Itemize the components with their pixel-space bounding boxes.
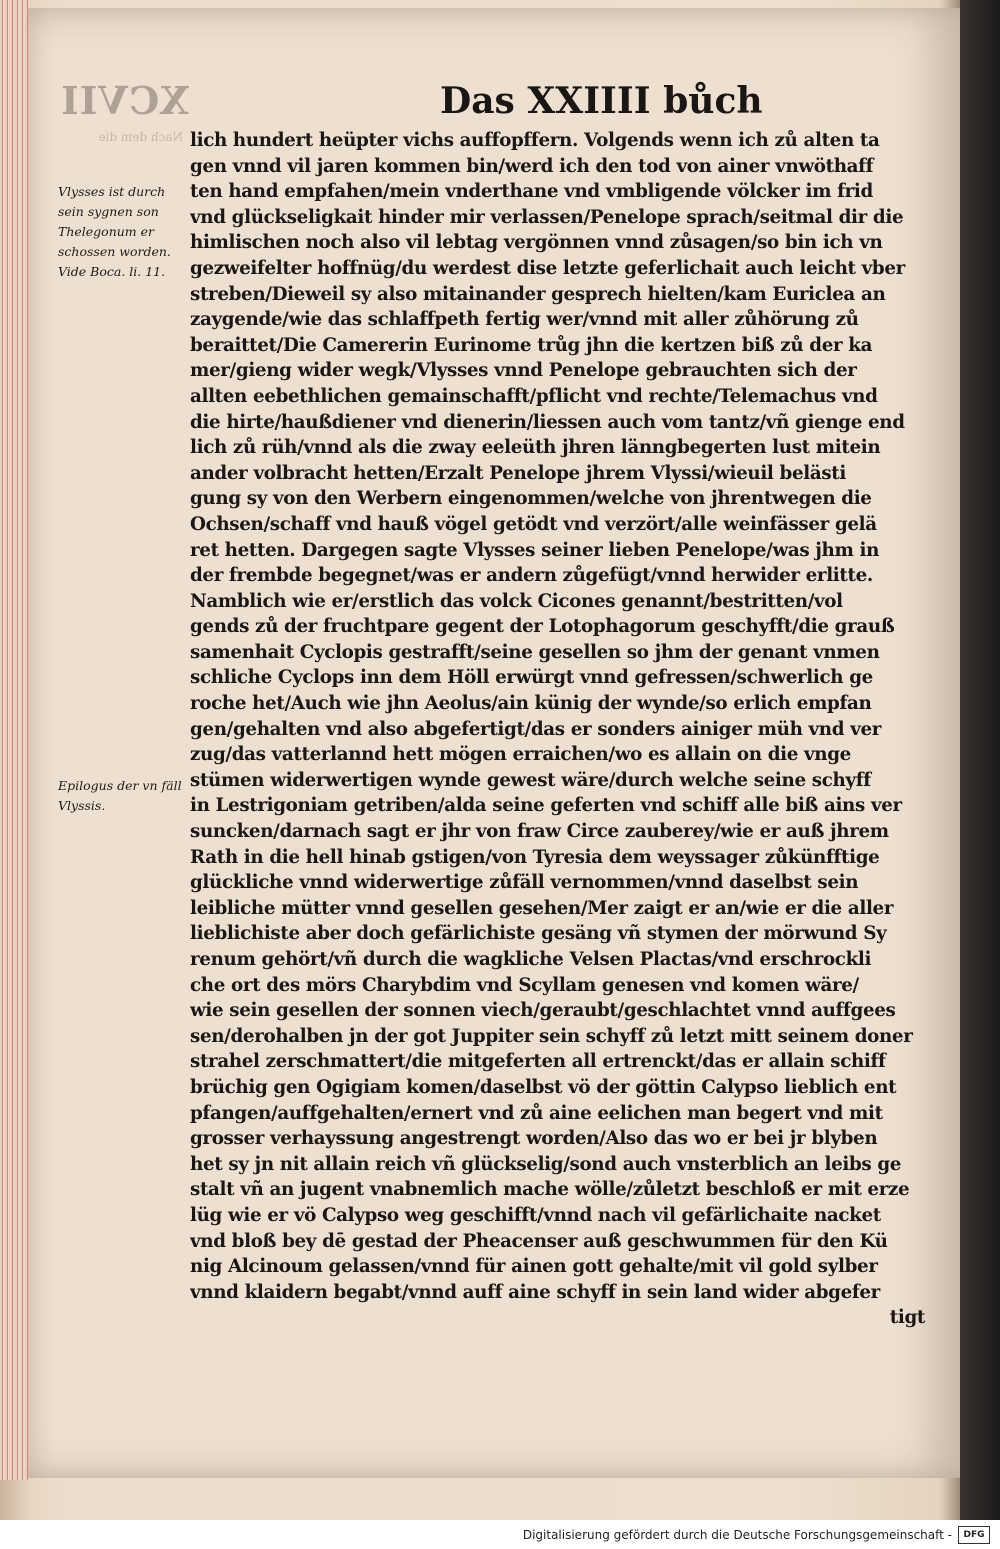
text-line: stümen widerwertigen wynde gewest wäre/durch welche seine schyff — [190, 769, 871, 791]
text-line: in Lestrigoniam getriben/alda seine geferten vnd schiff alle biß ains ver — [190, 795, 902, 817]
text-line: suncken/darnach sagt er jhr von fraw Circe zauberey/wie er auß jhrem — [190, 821, 889, 843]
text-line: ret hetten. Dargegen sagte Vlysses seiner lieben Penelope/was jhm in — [190, 539, 880, 561]
text-line: leibliche mütter vnnd gesellen gesehen/Mer zaigt er an/wie er die aller — [190, 897, 894, 919]
text-line: roche het/Auch wie jhn Aeolus/ain künig der wynde/so erlich empfan — [190, 693, 872, 715]
text-line: mer/gieng wider wegk/Vlysses vnnd Penelope gebrauchten sich der — [190, 360, 857, 382]
margin-note-vlysses: Vlysses ist durch sein sygnen son Thelegonum er schossen worden. Vide Boca. li. 11. — [58, 184, 171, 279]
text-line: brüchig gen Ogigiam komen/daselbst vö der göttin Calypso lieblich ent — [190, 1076, 897, 1098]
text-line: gen vnnd vil jaren kommen bin/werd ich den tod von ainer vnwöthaff — [190, 155, 874, 177]
text-line: streben/Dieweil sy also mitainander gesprech hielten/kam Euriclea an — [190, 283, 886, 305]
text-line: gung sy von den Werbern eingenommen/welche von jhrentwegen die — [190, 488, 872, 510]
text-line: lich zů rüh/vnnd als die zway eeleüth jhren länngbegerten lust mitein — [190, 437, 881, 459]
text-line: ander volbracht hetten/Erzalt Penelope jhrem Vlyssi/wieuil belästi — [190, 462, 846, 484]
text-line: schliche Cyclops inn dem Höll erwürgt vnnd gefressen/schwerlich ge — [190, 667, 873, 689]
text-line: che ort des mörs Charybdim vnd Scyllam genesen vnd komen wäre/ — [190, 974, 859, 996]
text-line: himlischen noch also vil lebtag vergönnen vnnd zůsagen/so bin ich vn — [190, 232, 883, 254]
page-title: Das XXIIII bůch — [440, 80, 763, 122]
text-line: die hirte/haußdiener vnd dienerin/liessen auch vom tantz/vñ gienge end — [190, 411, 905, 433]
text-line: tigt — [889, 1307, 925, 1329]
book-gutter-shadow — [960, 0, 1000, 1520]
text-line: gezweifelter hoffnüg/du werdest dise letzte geferlichait auch leicht vber — [190, 257, 905, 279]
margin-note-epilogus: Epilogus der vn fäll Vlyssis. — [58, 778, 182, 813]
text-line: gen/gehalten vnd also abgefertigt/das er sonders ainiger müh vnd ver — [190, 718, 882, 740]
text-line: Ochsen/schaff vnd hauß vögel getödt vnd verzört/alle weinfässer gelä — [190, 513, 877, 535]
text-line: zug/das vatterlannd hett mögen erraichen/wo es allain on die vnge — [190, 744, 851, 766]
text-line: Rath in die hell hinab gstigen/von Tyresia dem weyssager zůkünfftige — [190, 846, 880, 868]
text-line: glückliche vnnd widerwertige zůfäll vernommen/vnnd daselbst sein — [190, 872, 859, 894]
footer-credit: Digitalisierung gefördert durch die Deutsche Forschungsgemeinschaft - — [522, 1527, 952, 1542]
text-line: vnd bloß bey dē gestad der Pheacenser auß geschwummen für den Kü — [190, 1230, 888, 1252]
text-line: zaygende/wie das schlaffpeth fertig wer/vnnd mit aller zůhörung zů — [190, 309, 859, 331]
ghost-show-through-text: Nach dem die — [98, 130, 183, 144]
text-line: sen/derohalben jn der got Juppiter sein schyff zů letzt mitt seinem doner — [190, 1025, 913, 1047]
text-line: het sy jn nit allain reich vñ glückselig/sond auch vnsterblich an leibs ge — [190, 1153, 902, 1175]
text-line: gends zů der fruchtpare gegent der Lotophagorum geschyfft/die grauß — [190, 616, 895, 638]
body-text-block — [190, 128, 935, 1331]
text-line: allten eebethlichen gemainschafft/pflicht vnd rechte/Telemachus vnd — [190, 385, 878, 407]
text-line: vnnd klaidern begabt/vnnd auff aine schyff in sein land wider abgefer — [190, 1281, 880, 1303]
text-line: ten hand empfahen/mein vnderthane vnd vmbligende völcker im frid — [190, 181, 873, 203]
text-line: Namblich wie er/erstlich das volck Cicones genannt/bestritten/vol — [190, 590, 843, 612]
text-line: renum gehört/vñ durch die wagkliche Velsen Plactas/vnd erschrockli — [190, 949, 872, 970]
text-line: wie sein gesellen der sonnen viech/geraubt/geschlachtet vnnd auffgees — [190, 1000, 896, 1022]
text-line: der frembde begegnet/was er andern zůgefügt/vnnd herwider erlitte. — [190, 565, 873, 587]
text-line: grosser verhayssung angestrengt worden/Also das wo er bei jr blyben — [190, 1128, 878, 1150]
text-line: samenhait Cyclopis gestrafft/seine gesellen so jhm der genant vnmen — [190, 641, 880, 663]
text-line: nig Alcinoum gelassen/vnnd für ainen gott gehalte/mit vil gold sylber — [190, 1256, 878, 1278]
text-line: stalt vñ an jugent vnabnemlich mache wölle/zůletzt beschloß er mit erze — [190, 1179, 910, 1201]
text-line: vnd glückseligkait hinder mir verlassen/Penelope sprach/seitmal dir die — [190, 206, 904, 228]
text-line: lüg wie er vö Calypso weg geschifft/vnnd nach vil gefärlichaite nacket — [190, 1204, 881, 1226]
text-line: lieblichiste aber doch gefärlichiste gesäng vñ stymen der mörwund Sy — [190, 923, 887, 945]
text-line: strahel zerschmattert/die mitgeferten all ertrenckt/das er allain schiff — [190, 1051, 886, 1073]
text-line: beraittet/Die Camererin Eurinome trůg jhn die kertzen biß zů der ka — [190, 334, 873, 356]
dfg-logo-icon: DFG — [958, 1526, 990, 1544]
text-line: lich hundert heüpter vichs auffopffern. Volgends wenn ich zů alten ta — [190, 130, 880, 151]
text-line: pfangen/auffgehalten/ernert vnd zů aine eelichen man begert vnd mit — [190, 1102, 883, 1124]
mirrored-folio-show-through: XCVII — [60, 78, 190, 123]
footer-bar — [0, 1520, 1000, 1549]
page-edge-stack — [0, 0, 30, 1480]
